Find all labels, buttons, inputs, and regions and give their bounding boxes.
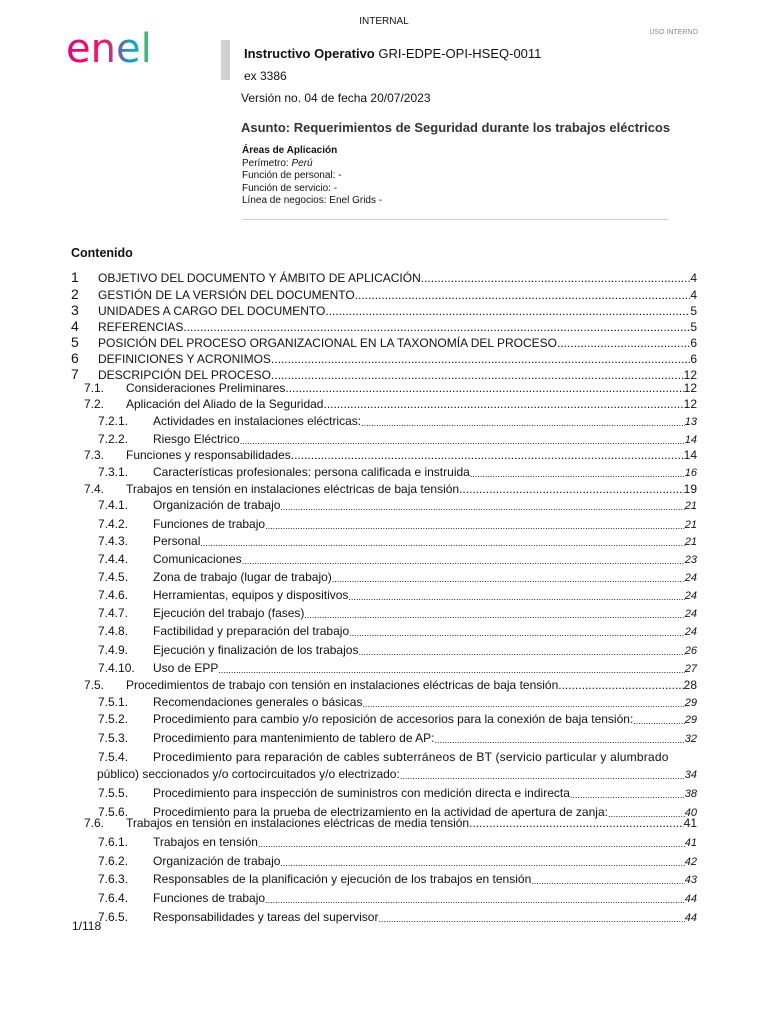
toc-leader-dots bbox=[348, 590, 684, 602]
toc-entry-page: 38 bbox=[684, 788, 697, 800]
toc-entry-number: 7.4.6. bbox=[98, 588, 129, 602]
toc-entry[interactable] bbox=[98, 465, 697, 479]
page-indicator: 1/118 bbox=[72, 919, 102, 933]
toc-entry-title: Uso de EPP bbox=[153, 661, 219, 675]
toc-entry-number: 7.5. bbox=[84, 678, 105, 692]
toc-entry[interactable] bbox=[84, 816, 697, 830]
toc-entry-page: 19 bbox=[683, 482, 697, 496]
header-accent-bar bbox=[221, 40, 230, 80]
toc-entry-page: 44 bbox=[684, 912, 697, 924]
toc-entry-title: Organización de trabajo bbox=[153, 854, 281, 868]
toc-entry-title: Aplicación del Aliado de la Seguridad bbox=[126, 397, 324, 411]
toc-leader-dots bbox=[435, 733, 685, 745]
toc-entry-number: 7.5.5. bbox=[98, 786, 129, 800]
toc-entry-title: Personal bbox=[153, 534, 201, 548]
toc-entry-page: 43 bbox=[684, 874, 697, 886]
toc-entry[interactable] bbox=[84, 482, 697, 496]
toc-leader-dots bbox=[469, 818, 684, 830]
toc-entry-page: 4 bbox=[690, 288, 697, 302]
toc-leader-dots bbox=[323, 399, 683, 411]
toc-entry-title: Funciones y responsabilidades bbox=[126, 448, 291, 462]
toc-entry[interactable] bbox=[98, 695, 697, 709]
toc-entry-page: 41 bbox=[684, 837, 697, 849]
toc-entry-title: Trabajos en tensión en instalaciones eléctricas de media tensión bbox=[126, 816, 470, 830]
toc-entry-title: GESTIÓN DE LA VERSIÓN DEL DOCUMENTO bbox=[98, 288, 355, 302]
toc-entry[interactable] bbox=[98, 891, 697, 905]
toc-entry-title: Responsables de la planificación y ejecución de los trabajos en tensión bbox=[153, 872, 532, 886]
toc-entry-title: Funciones de trabajo bbox=[153, 517, 266, 531]
toc-leader-dots bbox=[291, 450, 684, 462]
toc-leader-dots bbox=[470, 467, 685, 479]
toc-leader-dots bbox=[355, 290, 691, 302]
toc-title: Contenido bbox=[71, 246, 133, 260]
toc-entry-title: POSICIÓN DEL PROCESO ORGANIZACIONAL EN LA TAXONOMÍA DEL PROCESO bbox=[98, 336, 557, 350]
areas-linea-negocios: Línea de negocios: Enel Grids - bbox=[242, 195, 383, 206]
toc-entry[interactable] bbox=[98, 643, 697, 657]
toc-entry-page: 28 bbox=[683, 678, 697, 692]
toc-entry-number: 7.4. bbox=[84, 482, 105, 496]
toc-entry-title: Trabajos en tensión en instalaciones eléctricas de baja tensión bbox=[126, 482, 460, 496]
toc-entry-title: UNIDADES A CARGO DEL DOCUMENTO bbox=[98, 304, 326, 318]
areas-perimetro: Perímetro: Perú bbox=[242, 157, 313, 169]
toc-entry-page: 21 bbox=[684, 536, 697, 548]
toc-entry[interactable] bbox=[84, 397, 697, 411]
toc-leader-dots bbox=[421, 273, 691, 285]
toc-entry-page: 16 bbox=[684, 467, 697, 479]
toc-entry[interactable] bbox=[98, 731, 697, 745]
toc-entry-title: OBJETIVO DEL DOCUMENTO Y ÁMBITO DE APLICACIÓN bbox=[98, 271, 421, 285]
toc-entry-title: Procedimiento para cambio y/o reposición de accesorios para la conexión de baja tensión: bbox=[153, 712, 634, 726]
classification-label: INTERNAL bbox=[359, 16, 409, 27]
toc-entry-title: Consideraciones Preliminares bbox=[126, 381, 286, 395]
toc-leader-dots bbox=[285, 383, 683, 395]
toc-entry[interactable] bbox=[98, 432, 697, 446]
toc-entry-title: Organización de trabajo bbox=[153, 498, 281, 512]
toc-entry[interactable] bbox=[71, 286, 697, 302]
toc-leader-dots bbox=[200, 536, 684, 548]
toc-entry[interactable] bbox=[98, 835, 697, 849]
toc-entry-title: DESCRIPCIÓN DEL PROCESO bbox=[98, 368, 271, 382]
areas-aplicacion bbox=[242, 145, 382, 208]
toc-leader-dots bbox=[325, 306, 690, 318]
toc-entry-number: 7.2.1. bbox=[98, 414, 129, 428]
toc-leader-dots bbox=[358, 645, 684, 657]
toc-entry[interactable] bbox=[98, 498, 697, 512]
toc-entry-number: 7.6.5. bbox=[98, 910, 129, 924]
toc-leader-dots bbox=[361, 416, 685, 428]
toc-entry[interactable] bbox=[71, 318, 697, 334]
toc-entry-title: Procedimiento para inspección de suministros con medición directa e indirecta bbox=[153, 786, 570, 800]
toc-entry[interactable] bbox=[71, 334, 697, 350]
toc-leader-dots bbox=[570, 788, 685, 800]
document-ex: ex 3386 bbox=[244, 69, 287, 83]
toc-entry[interactable] bbox=[71, 366, 697, 382]
toc-entry-number: 7.4.1. bbox=[98, 498, 129, 512]
toc-entry-page: 12 bbox=[683, 368, 697, 382]
toc-entry-number: 7.6. bbox=[84, 816, 105, 830]
toc-entry-title: Procedimiento para la prueba de electrizamiento en la actividad de apertura de zanja: bbox=[153, 805, 608, 819]
toc-entry-number: 6 bbox=[71, 350, 79, 366]
toc-entry-page: 27 bbox=[684, 663, 697, 675]
toc-leader-dots bbox=[349, 626, 685, 638]
divider bbox=[242, 219, 668, 220]
toc-entry[interactable] bbox=[98, 872, 697, 886]
uso-interno-label: USO INTERNO bbox=[649, 29, 698, 36]
toc-leader-dots bbox=[362, 697, 684, 709]
toc-entry-page: 29 bbox=[684, 697, 697, 709]
toc-entry-title: DEFINICIONES Y ACRONIMOS bbox=[98, 352, 271, 366]
toc-entry-page: 14 bbox=[684, 434, 697, 446]
toc-entry[interactable] bbox=[84, 448, 697, 462]
toc-entry-title: Procedimientos de trabajo con tensión en instalaciones eléctricas de baja tensión bbox=[126, 678, 559, 692]
toc-leader-dots bbox=[633, 714, 684, 726]
toc-entry-number: 4 bbox=[71, 318, 79, 334]
toc-entry[interactable] bbox=[98, 414, 697, 428]
toc-entry[interactable] bbox=[98, 750, 697, 764]
toc-leader-dots bbox=[271, 354, 690, 366]
toc-entry-page: 24 bbox=[684, 572, 697, 584]
toc-entry[interactable] bbox=[98, 786, 697, 800]
toc-leader-dots bbox=[240, 434, 685, 446]
toc-leader-dots bbox=[218, 663, 684, 675]
toc-leader-dots bbox=[400, 769, 685, 781]
toc-entry-title: Recomendaciones generales o básicas bbox=[153, 695, 363, 709]
toc-entry-number: 7.6.2. bbox=[98, 854, 129, 868]
toc-entry-number: 7.2.2. bbox=[98, 432, 129, 446]
document-version: Versión no. 04 de fecha 20/07/2023 bbox=[241, 91, 431, 105]
toc-entry-page: 4 bbox=[690, 271, 697, 285]
toc-leader-dots bbox=[280, 856, 684, 868]
areas-funcion-personal: Función de personal: - bbox=[242, 170, 342, 181]
toc-entry[interactable] bbox=[98, 534, 697, 548]
toc-entry-page: 40 bbox=[684, 807, 697, 819]
toc-entry-page: 24 bbox=[684, 626, 697, 638]
toc-entry-page: 14 bbox=[683, 448, 697, 462]
toc-leader-dots bbox=[280, 500, 684, 512]
toc-entry-number: 7.5.2. bbox=[98, 712, 129, 726]
toc-entry-number: 7.3. bbox=[84, 448, 105, 462]
toc-entry-title: Zona de trabajo (lugar de trabajo) bbox=[153, 570, 332, 584]
toc-entry-number: 7.4.8. bbox=[98, 624, 129, 638]
toc-entry-title: Factibilidad y preparación del trabajo bbox=[153, 624, 350, 638]
toc-entry[interactable] bbox=[84, 678, 697, 692]
toc-entry-page: 41 bbox=[683, 816, 697, 830]
toc-entry-page: 24 bbox=[684, 608, 697, 620]
toc-entry-page: 34 bbox=[684, 769, 697, 781]
toc-entry-title: Trabajos en tensión bbox=[153, 835, 258, 849]
toc-entry[interactable] bbox=[98, 517, 697, 531]
toc-entry-page: 6 bbox=[690, 352, 697, 366]
toc-entry-number: 7.4.5. bbox=[98, 570, 129, 584]
toc-entry[interactable] bbox=[84, 381, 697, 395]
toc-entry[interactable] bbox=[97, 767, 697, 781]
document-code: Instructivo Operativo GRI-EDPE-OPI-HSEQ-0011 bbox=[244, 46, 542, 61]
toc-entry[interactable] bbox=[71, 302, 697, 318]
logo-text: enel bbox=[66, 30, 152, 70]
toc-entry-title: Procedimiento para reparación de cables subterráneos de BT (servicio particular y alumbrado bbox=[153, 750, 669, 764]
toc-entry-title: Ejecución del trabajo (fases) bbox=[153, 606, 305, 620]
toc-entry-number: 7.6.3. bbox=[98, 872, 129, 886]
toc-entry-title: Riesgo Eléctrico bbox=[153, 432, 240, 446]
toc-entry-number: 7.4.7. bbox=[98, 606, 129, 620]
toc-entry-page: 13 bbox=[684, 416, 697, 428]
toc-entry-title: REFERENCIAS bbox=[98, 320, 184, 334]
toc-leader-dots bbox=[531, 874, 685, 886]
areas-funcion-servicio: Función de servicio: - bbox=[242, 182, 338, 194]
toc-entry-page: 5 bbox=[690, 304, 697, 318]
enel-logo bbox=[66, 30, 170, 70]
toc-entry-number: 3 bbox=[71, 302, 79, 318]
toc-entry-number: 7.5.4. bbox=[98, 750, 129, 764]
toc-entry-number: 7.1. bbox=[84, 381, 105, 395]
toc-leader-dots bbox=[459, 484, 684, 496]
toc-entry-page: 32 bbox=[684, 733, 697, 745]
toc-entry[interactable] bbox=[98, 910, 697, 924]
toc-entry-page: 23 bbox=[684, 554, 697, 566]
toc-entry-number: 5 bbox=[71, 334, 79, 350]
toc-entry-page: 24 bbox=[684, 590, 697, 602]
toc-entry-number: 7.4.9. bbox=[98, 643, 129, 657]
toc-leader-dots bbox=[378, 912, 684, 924]
toc-entry-title: Responsabilidades y tareas del supervisor bbox=[153, 910, 379, 924]
toc-leader-dots bbox=[242, 554, 685, 566]
toc-entry-number: 7.4.3. bbox=[98, 534, 129, 548]
toc-entry[interactable] bbox=[71, 269, 697, 285]
toc-entry-number: 7.6.4. bbox=[98, 891, 129, 905]
toc-leader-dots bbox=[304, 608, 684, 620]
toc-entry[interactable] bbox=[98, 854, 697, 868]
toc-entry-title: Herramientas, equipos y dispositivos bbox=[153, 588, 349, 602]
toc-entry[interactable] bbox=[98, 712, 697, 726]
toc-entry-number: 1 bbox=[71, 269, 79, 285]
toc-entry-title: Ejecución y finalización de los trabajos bbox=[153, 643, 359, 657]
toc-entry-number: 7.3.1. bbox=[98, 465, 129, 479]
toc-entry-title: Comunicaciones bbox=[153, 552, 242, 566]
toc-entry[interactable] bbox=[98, 661, 697, 675]
toc-entry-page: 26 bbox=[684, 645, 697, 657]
toc-entry[interactable] bbox=[71, 350, 697, 366]
toc-entry-number: 7.4.10. bbox=[98, 661, 135, 675]
toc-entry-page: 5 bbox=[690, 320, 697, 334]
toc-entry-number: 2 bbox=[71, 286, 79, 302]
toc-entry-number: 7.4.4. bbox=[98, 552, 129, 566]
toc-entry[interactable] bbox=[98, 552, 697, 566]
toc-entry-page: 44 bbox=[684, 893, 697, 905]
areas-title: Áreas de Aplicación bbox=[242, 145, 338, 156]
toc-entry-title: Funciones de trabajo bbox=[153, 891, 266, 905]
toc-leader-dots bbox=[258, 837, 685, 849]
toc-entry-number: 7.2. bbox=[84, 397, 105, 411]
toc-leader-dots bbox=[183, 322, 690, 334]
toc-entry-title: público) seccionados y/o cortocircuitados y/o electrizado: bbox=[97, 767, 400, 781]
toc-entry[interactable] bbox=[98, 588, 697, 602]
toc-entry-page: 12 bbox=[683, 381, 697, 395]
toc-entry-number: 7 bbox=[71, 366, 79, 382]
toc-leader-dots bbox=[265, 893, 685, 905]
toc-entry-page: 29 bbox=[684, 714, 697, 726]
toc-leader-dots bbox=[558, 680, 683, 692]
document-subject: Asunto: Requerimientos de Seguridad durante los trabajos eléctricos bbox=[241, 120, 671, 135]
toc-entry-number: 7.6.1. bbox=[98, 835, 129, 849]
toc-entry-title: Procedimiento para mantenimiento de tablero de AP: bbox=[153, 731, 435, 745]
toc-leader-dots bbox=[332, 572, 685, 584]
toc-entry-number: 7.5.6. bbox=[98, 805, 129, 819]
toc-entry[interactable] bbox=[98, 606, 697, 620]
toc-entry-number: 7.4.2. bbox=[98, 517, 129, 531]
toc-entry-number: 7.5.3. bbox=[98, 731, 129, 745]
toc-entry-title: Características profesionales: persona calificada e instruida bbox=[153, 465, 470, 479]
toc-entry-page: 21 bbox=[684, 519, 697, 531]
toc-entry-page: 42 bbox=[684, 856, 697, 868]
toc-entry[interactable] bbox=[98, 570, 697, 584]
toc-entry-title: Actividades en instalaciones eléctricas: bbox=[153, 414, 362, 428]
toc-leader-dots bbox=[557, 338, 690, 350]
toc-entry-page: 21 bbox=[684, 500, 697, 512]
toc-entry-page: 6 bbox=[690, 336, 697, 350]
toc-leader-dots bbox=[265, 519, 685, 531]
toc-entry-number: 7.5.1. bbox=[98, 695, 129, 709]
toc-entry-page: 12 bbox=[683, 397, 697, 411]
toc-entry[interactable] bbox=[98, 624, 697, 638]
